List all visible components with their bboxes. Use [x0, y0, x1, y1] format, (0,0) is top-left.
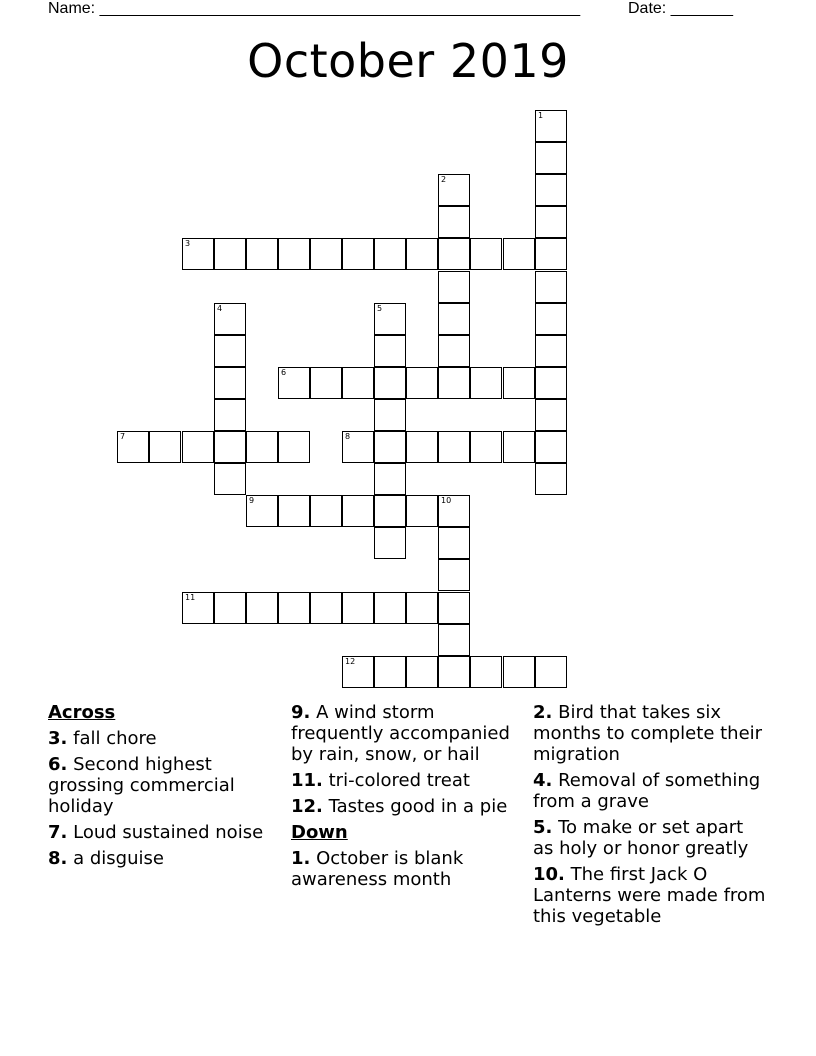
- grid-cell-2[interactable]: [438, 174, 470, 206]
- grid-cell[interactable]: [535, 174, 567, 206]
- grid-cell[interactable]: [438, 303, 470, 335]
- grid-cell[interactable]: [214, 335, 246, 367]
- clue-down-5: 5. To make or set apart as holy or honor greatly: [533, 817, 749, 859]
- grid-cell[interactable]: [438, 431, 470, 463]
- date-field[interactable]: Date: _______: [628, 0, 733, 17]
- grid-cell[interactable]: [503, 431, 535, 463]
- clue-down-10: 10. The first Jack O Lanterns were made from this vegetable: [533, 864, 766, 927]
- grid-cell[interactable]: [214, 431, 246, 463]
- grid-cell[interactable]: [374, 527, 406, 559]
- grid-cell[interactable]: [535, 238, 567, 270]
- grid-cell[interactable]: [182, 431, 214, 463]
- clue-number: 9: [249, 496, 255, 505]
- grid-cell[interactable]: [310, 495, 342, 527]
- grid-cell[interactable]: [310, 367, 342, 399]
- grid-cell[interactable]: [310, 592, 342, 624]
- grid-cell[interactable]: [438, 624, 470, 656]
- grid-cell-4[interactable]: [214, 303, 246, 335]
- grid-cell[interactable]: [535, 303, 567, 335]
- clue-across-11: 11. tri-colored treat: [291, 770, 470, 791]
- grid-cell[interactable]: [374, 399, 406, 431]
- clue-number: 6: [281, 368, 287, 377]
- grid-cell[interactable]: [342, 367, 374, 399]
- grid-cell[interactable]: [535, 367, 567, 399]
- grid-cell[interactable]: [406, 431, 438, 463]
- clue-down-4: 4. Removal of something from a grave: [533, 770, 761, 812]
- clue-across-8: 8. a disguise: [48, 848, 164, 869]
- grid-cell[interactable]: [214, 463, 246, 495]
- clues-column-1: [48, 702, 283, 874]
- grid-cell[interactable]: [535, 431, 567, 463]
- grid-cell[interactable]: [374, 238, 406, 270]
- grid-cell[interactable]: [535, 399, 567, 431]
- grid-cell[interactable]: [535, 335, 567, 367]
- grid-cell[interactable]: [214, 367, 246, 399]
- grid-cell[interactable]: [246, 592, 278, 624]
- grid-cell-5[interactable]: [374, 303, 406, 335]
- grid-cell[interactable]: [214, 399, 246, 431]
- grid-cell[interactable]: [535, 656, 567, 688]
- grid-cell[interactable]: [438, 592, 470, 624]
- grid-cell[interactable]: [374, 592, 406, 624]
- grid-cell[interactable]: [406, 495, 438, 527]
- clues-column-2: [291, 702, 526, 895]
- grid-cell-8[interactable]: [342, 431, 374, 463]
- clue-number: 8: [345, 432, 351, 441]
- down-heading: Down: [291, 822, 348, 843]
- grid-cell[interactable]: [278, 238, 310, 270]
- grid-cell[interactable]: [278, 495, 310, 527]
- grid-cell[interactable]: [406, 592, 438, 624]
- clue-number: 2: [441, 175, 447, 184]
- grid-cell[interactable]: [374, 367, 406, 399]
- grid-cell[interactable]: [438, 656, 470, 688]
- clue-number: 11: [185, 593, 196, 602]
- grid-cell-10[interactable]: [438, 495, 470, 527]
- grid-cell[interactable]: [374, 656, 406, 688]
- grid-cell[interactable]: [214, 592, 246, 624]
- grid-cell[interactable]: [278, 431, 310, 463]
- grid-cell[interactable]: [470, 431, 502, 463]
- clue-number: 7: [120, 432, 126, 441]
- name-field[interactable]: Name: ______________________________________________________: [48, 0, 581, 17]
- clue-across-12: 12. Tastes good in a pie: [291, 796, 508, 817]
- grid-cell[interactable]: [438, 238, 470, 270]
- grid-cell[interactable]: [374, 431, 406, 463]
- grid-cell[interactable]: [470, 367, 502, 399]
- clue-number: 10: [441, 496, 452, 505]
- grid-cell[interactable]: [374, 495, 406, 527]
- grid-cell-7[interactable]: [117, 431, 149, 463]
- page-title: October 2019: [247, 34, 569, 88]
- grid-cell[interactable]: [438, 559, 470, 591]
- grid-cell[interactable]: [535, 142, 567, 174]
- grid-cell[interactable]: [310, 238, 342, 270]
- grid-cell[interactable]: [535, 463, 567, 495]
- grid-cell[interactable]: [438, 206, 470, 238]
- grid-cell[interactable]: [438, 527, 470, 559]
- clues-column-3: [533, 702, 768, 932]
- grid-cell[interactable]: [246, 431, 278, 463]
- clue-across-6: 6. Second highest grossing commercial holiday: [48, 754, 235, 817]
- grid-cell-12[interactable]: [342, 656, 374, 688]
- clue-number: 3: [185, 239, 191, 248]
- grid-cell[interactable]: [438, 271, 470, 303]
- grid-cell[interactable]: [438, 335, 470, 367]
- clue-across-3: 3. fall chore: [48, 728, 157, 749]
- grid-cell[interactable]: [470, 238, 502, 270]
- grid-cell[interactable]: [438, 367, 470, 399]
- grid-cell[interactable]: [503, 656, 535, 688]
- grid-cell[interactable]: [342, 495, 374, 527]
- grid-cell[interactable]: [214, 238, 246, 270]
- clue-across-7: 7. Loud sustained noise: [48, 822, 264, 843]
- clue-down-1: 1. October is blank awareness month: [291, 848, 464, 890]
- clue-across-9: 9. A wind storm frequently accompanied by rain, snow, or hail: [291, 702, 510, 765]
- grid-cell[interactable]: [406, 238, 438, 270]
- grid-cell[interactable]: [342, 238, 374, 270]
- clue-number: 1: [538, 111, 544, 120]
- across-heading: Across: [48, 702, 116, 723]
- grid-cell[interactable]: [374, 463, 406, 495]
- grid-cell-11[interactable]: [182, 592, 214, 624]
- grid-cell[interactable]: [535, 206, 567, 238]
- clue-number: 5: [377, 304, 383, 313]
- grid-cell[interactable]: [246, 238, 278, 270]
- clue-number: 12: [345, 657, 356, 666]
- grid-cell[interactable]: [535, 271, 567, 303]
- grid-cell-6[interactable]: [278, 367, 310, 399]
- clue-number: 4: [217, 304, 223, 313]
- grid-cell[interactable]: [342, 592, 374, 624]
- grid-cell-9[interactable]: [246, 495, 278, 527]
- clue-down-2: 2. Bird that takes six months to complete their migration: [533, 702, 763, 765]
- grid-cell-1[interactable]: [535, 110, 567, 142]
- grid-cell[interactable]: [149, 431, 181, 463]
- grid-cell[interactable]: [278, 592, 310, 624]
- grid-cell[interactable]: [503, 238, 535, 270]
- grid-cell[interactable]: [503, 367, 535, 399]
- grid-cell[interactable]: [406, 367, 438, 399]
- grid-cell[interactable]: [406, 656, 438, 688]
- grid-cell[interactable]: [374, 335, 406, 367]
- grid-cell-3[interactable]: [182, 238, 214, 270]
- grid-cell[interactable]: [470, 656, 502, 688]
